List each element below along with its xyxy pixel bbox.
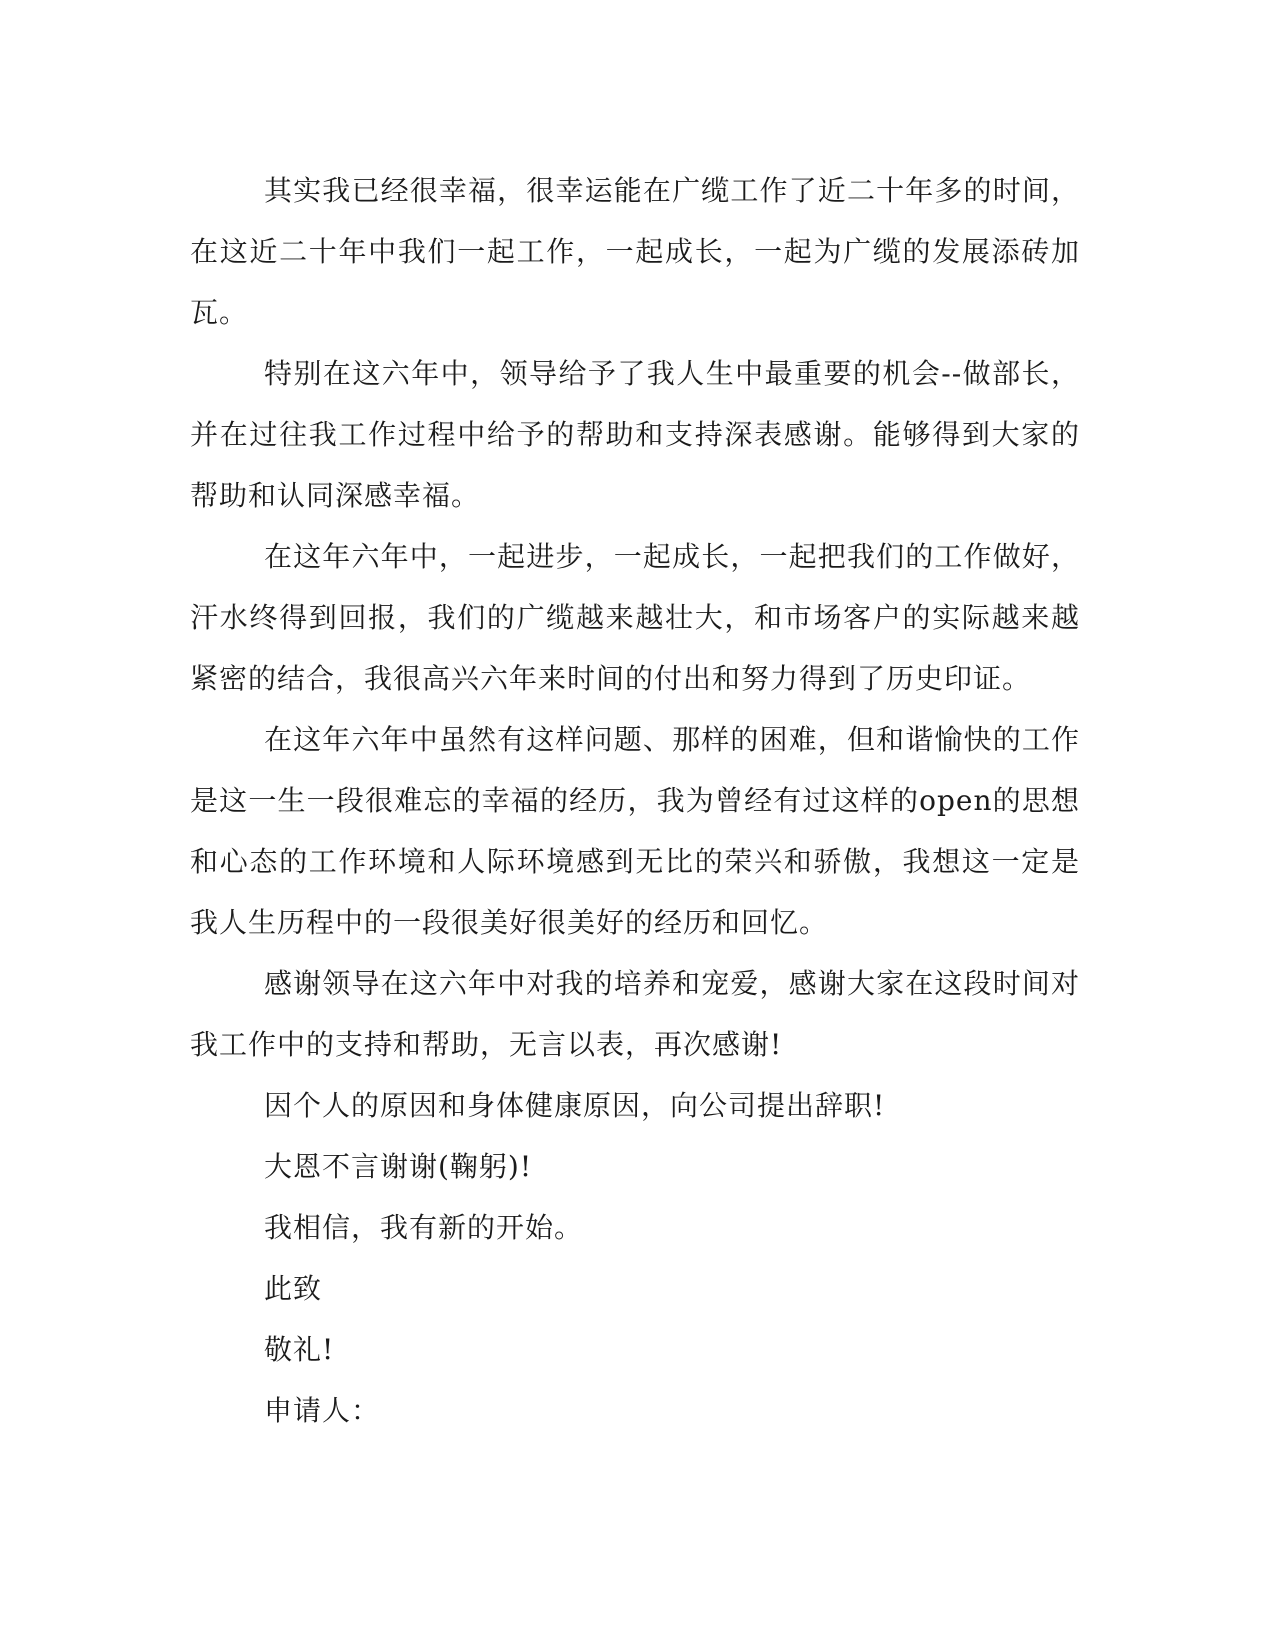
applicant-label: 申请人： [264,1394,381,1427]
letter-body [190,160,1080,1441]
paragraph-2: 特别在这六年中，领导给予了我人生中最重要的机会--做部长，并在过往我工作过程中给予的帮助和支持深表感谢。能够得到大家的帮助和认同深感幸福。 [190,357,1080,512]
salutation-jingli: 敬礼! [264,1333,335,1366]
resignation-reason: 因个人的原因和身体健康原因，向公司提出辞职! [264,1089,886,1122]
thanks-line: 大恩不言谢谢(鞠躬)! [264,1150,533,1183]
salutation-cizhi: 此致 [264,1272,323,1305]
paragraph-1: 其实我已经很幸福，很幸运能在广缆工作了近二十年多的时间，在这近二十年中我们一起工作，一起成长，一起为广缆的发展添砖加瓦。 [190,174,1080,329]
new-beginning-line: 我相信，我有新的开始。 [264,1211,584,1244]
paragraph-5: 感谢领导在这六年中对我的培养和宠爱，感谢大家在这段时间对我工作中的支持和帮助，无言以表，再次感谢! [190,967,1080,1061]
paragraph-3: 在这年六年中，一起进步，一起成长，一起把我们的工作做好，汗水终得到回报，我们的广缆越来越壮大，和市场客户的实际越来越紧密的结合，我很高兴六年来时间的付出和努力得到了历史印证。 [190,540,1080,695]
paragraph-4: 在这年六年中虽然有这样问题、那样的困难，但和谐愉快的工作是这一生一段很难忘的幸福的经历，我为曾经有过这样的open的思想和心态的工作环境和人际环境感到无比的荣兴和骄傲，我想这一定是我人生历程中的一段很美好很美好的经历和回忆。 [190,723,1080,939]
